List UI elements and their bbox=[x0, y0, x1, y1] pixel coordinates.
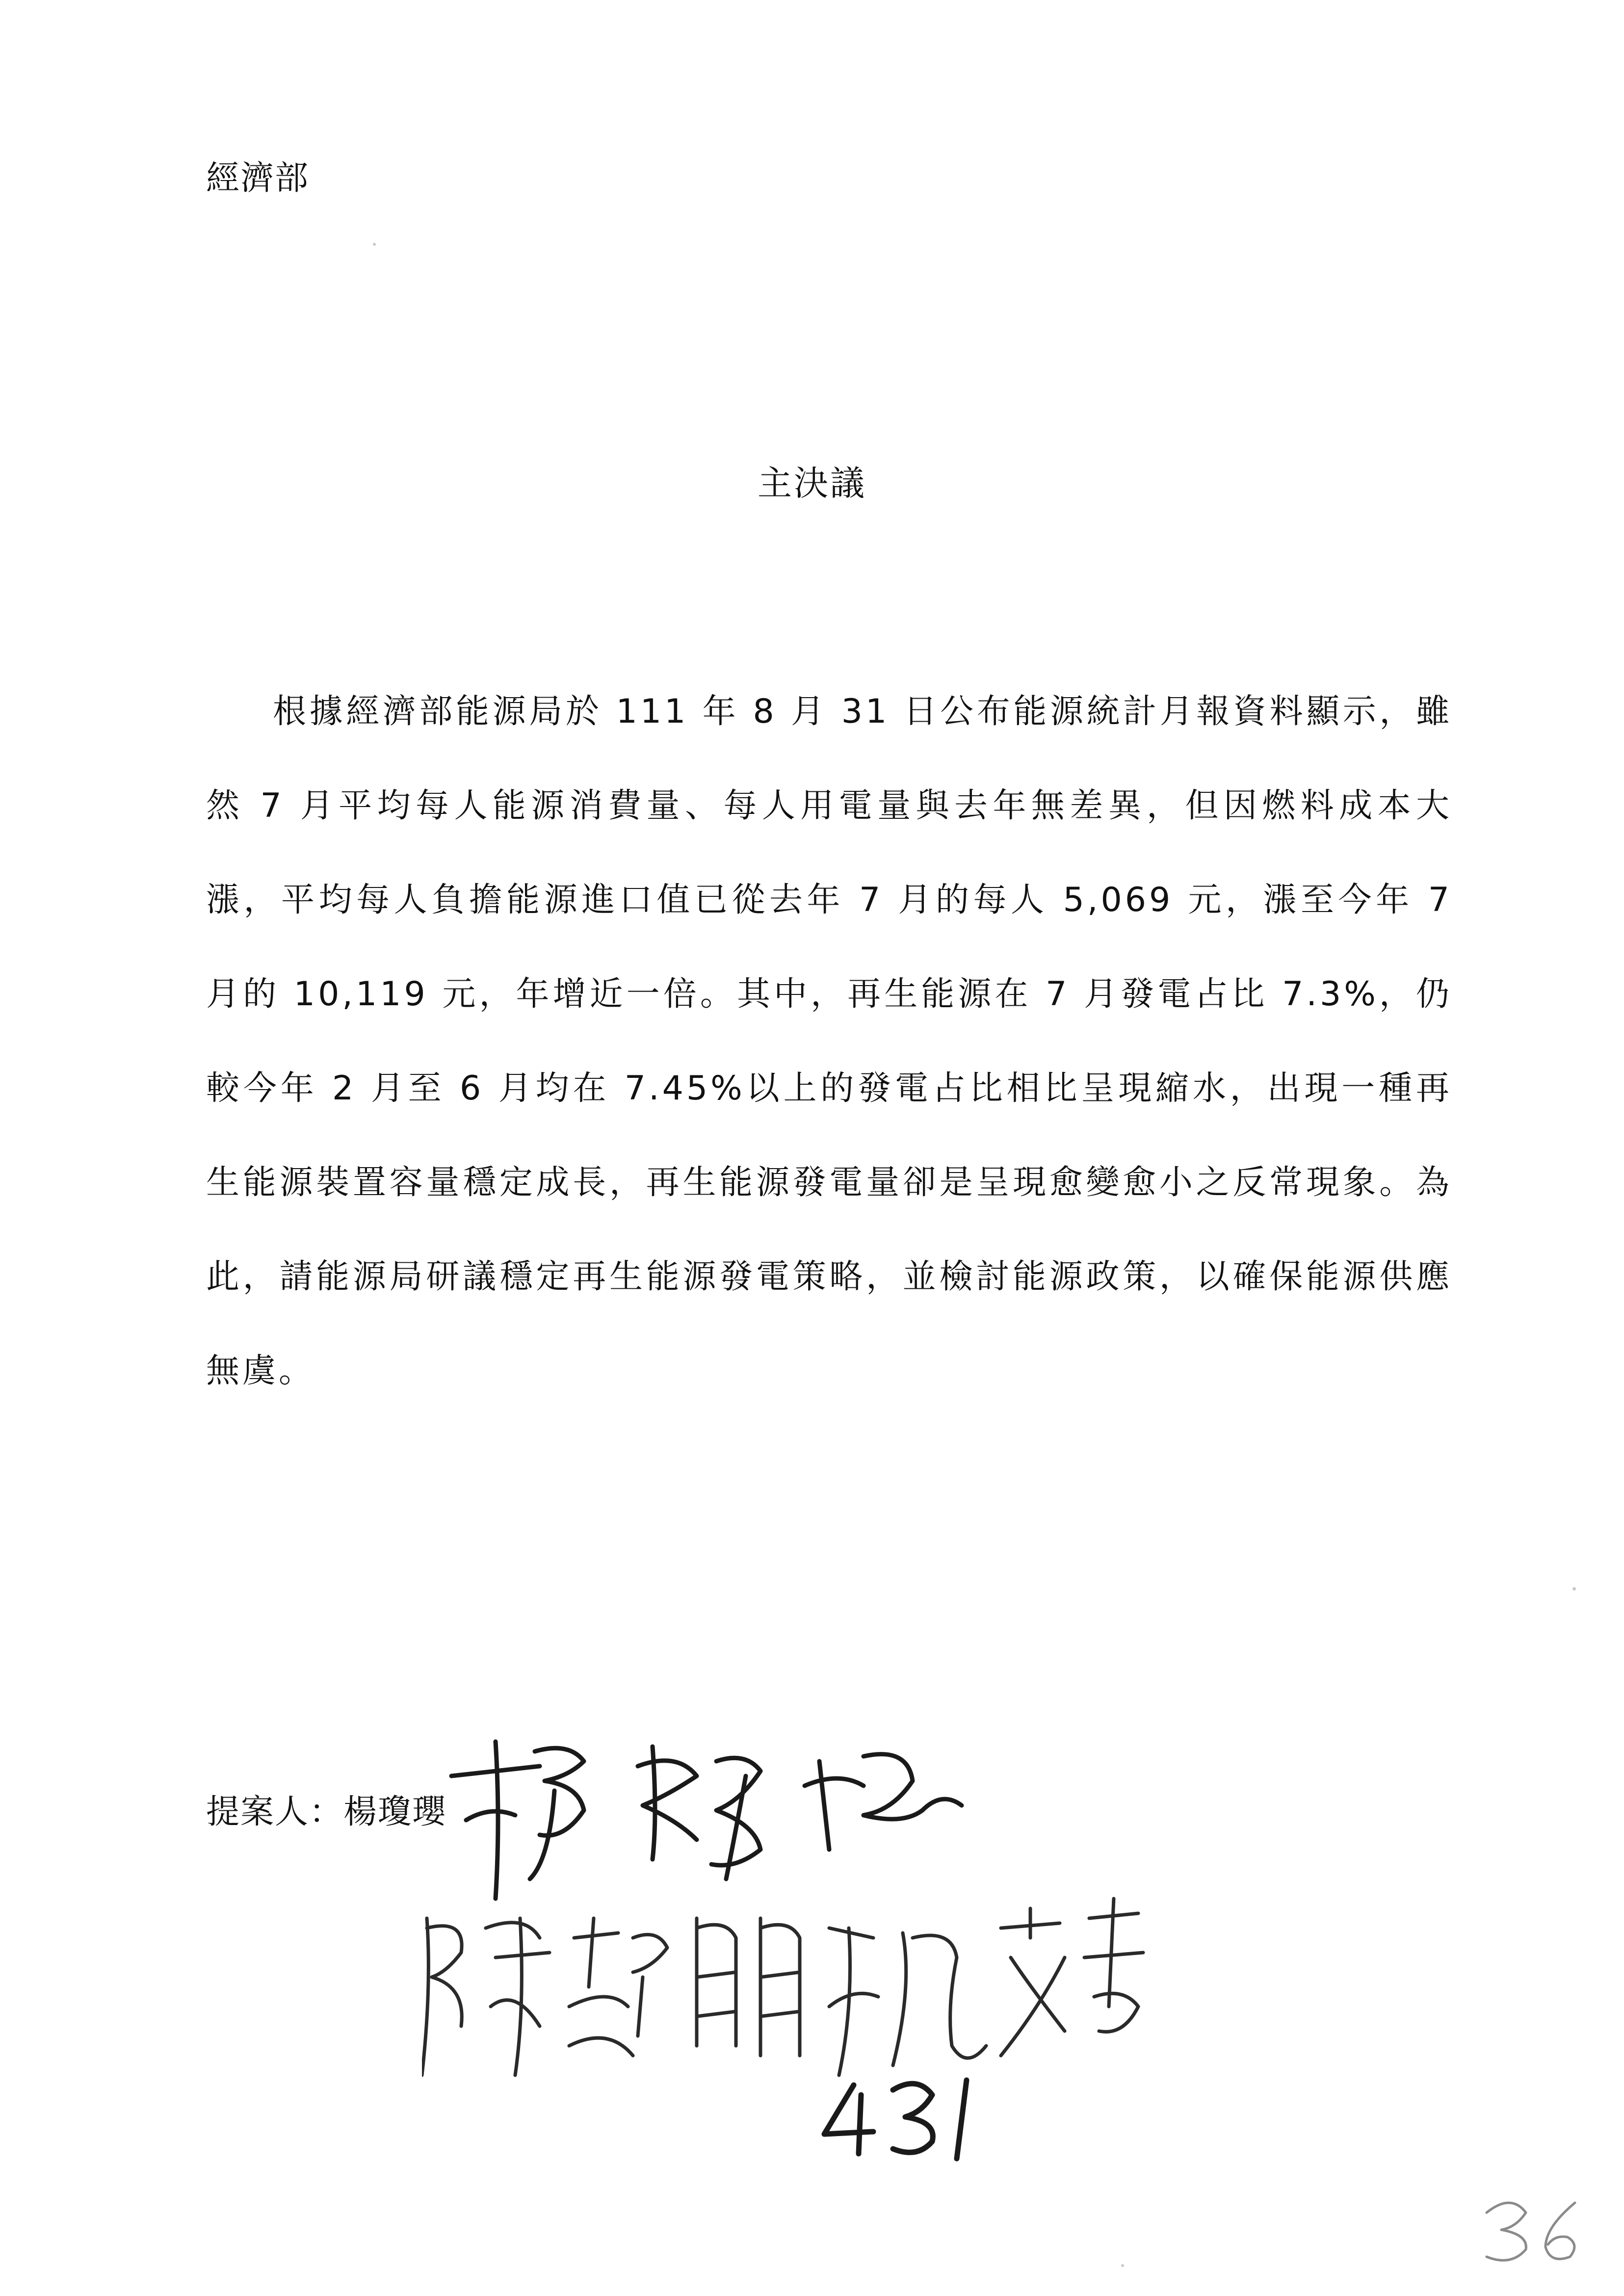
scan-speck bbox=[1572, 1587, 1576, 1591]
proposer-line: 提案人：楊瓊瓔 bbox=[206, 1793, 447, 1831]
scan-speck bbox=[373, 243, 376, 246]
signature-line-1 bbox=[451, 1742, 962, 1899]
ministry-heading: 經濟部 bbox=[206, 159, 310, 198]
document-title: 主決議 bbox=[758, 463, 866, 503]
handwritten-page-number bbox=[1472, 2183, 1599, 2271]
signature-number bbox=[824, 2080, 967, 2159]
scan-speck bbox=[1121, 2264, 1124, 2267]
handwritten-signatures bbox=[422, 1732, 1158, 2164]
signature-line-2 bbox=[422, 1899, 1143, 2075]
resolution-body: 根據經濟部能源局於 111 年 8 月 31 日公布能源統計月報資料顯示，雖然 7 月平均每人能源消費量、每人用電量與去年無差異，但因燃料成本大漲，平均每人負擔能源進口值已從去年 7 月的每人 5,069 元，漲至今年 7 月的 10,119 元，年增近一倍。其中，再生能源在 7 月發電占比 7.3%，仍較今年 2 月至 6 月均在 7.45%以上的發電占比相比呈現縮水，出現一種再生能源裝置容量穩定成長，再生能源發電量卻是呈現愈變愈小之反常現象。為此，請能源局研議穩定再生能源發電策略，並檢討能源政策，以確保能源供應無虞。 bbox=[206, 692, 1452, 1390]
